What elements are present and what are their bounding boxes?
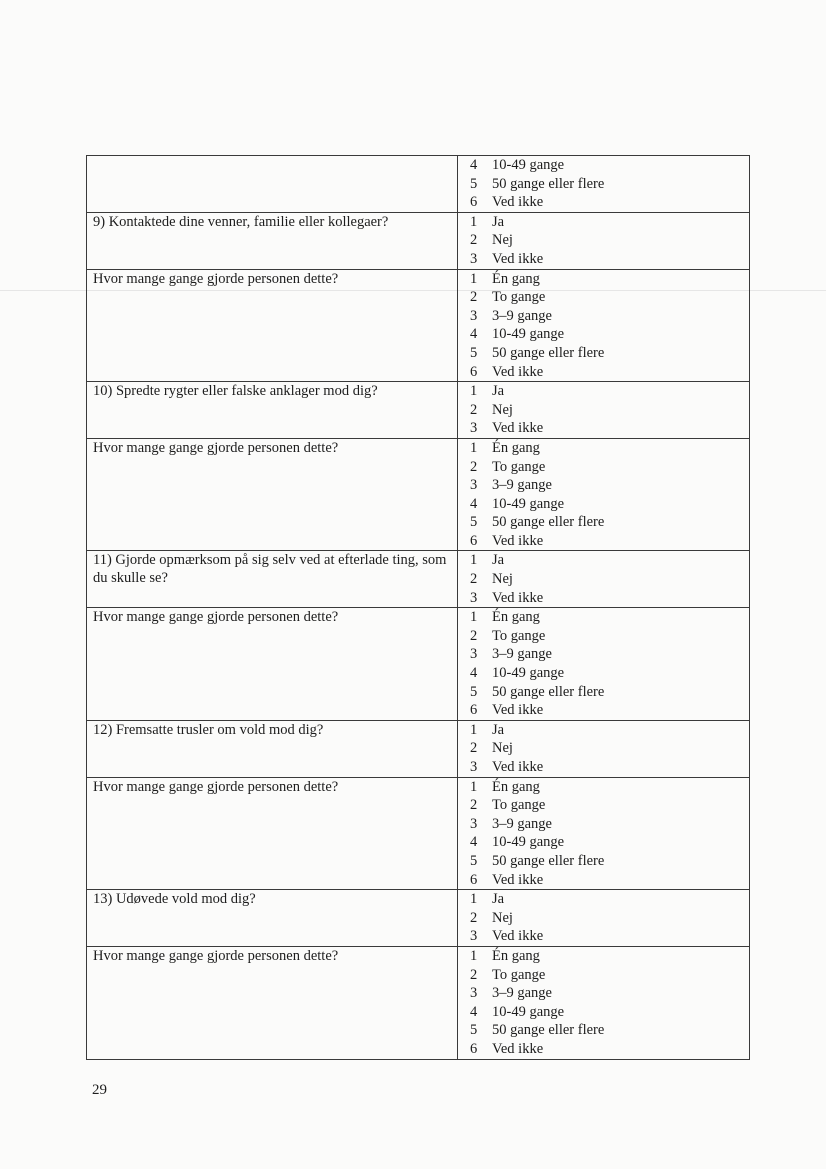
option-number: 2: [470, 627, 478, 644]
option-label: Ved ikke: [492, 871, 544, 888]
option-label: Nej: [492, 401, 513, 418]
question-row: [87, 438, 750, 551]
option-number: 6: [470, 871, 478, 888]
answer-option: [470, 947, 749, 966]
answer-options: [458, 946, 750, 1059]
option-label: To gange: [492, 966, 546, 983]
option-label: To gange: [492, 458, 546, 475]
answer-option: [470, 439, 749, 458]
option-label: 3–9 gange: [492, 307, 552, 324]
option-number: 1: [470, 947, 478, 964]
answer-option: [470, 852, 749, 871]
option-label: Én gang: [492, 778, 540, 795]
question-row: [87, 890, 750, 947]
option-number: 2: [470, 797, 478, 814]
option-number: 1: [470, 439, 478, 456]
option-label: 10-49 gange: [492, 1003, 565, 1020]
option-label: 50 gange eller flere: [492, 175, 605, 192]
option-number: 6: [470, 532, 478, 549]
answer-option: [470, 213, 749, 232]
option-label: Nej: [492, 909, 513, 926]
question-text: Hvor mange gange gjorde personen dette?: [87, 946, 458, 1059]
option-number: 3: [470, 815, 478, 832]
question-text: Hvor mange gange gjorde personen dette?: [87, 269, 458, 382]
option-label: Nej: [492, 232, 513, 249]
answer-option: [470, 495, 749, 514]
option-label: Nej: [492, 740, 513, 757]
option-number: 5: [470, 683, 478, 700]
answer-option: [470, 551, 749, 570]
option-number: 2: [470, 909, 478, 926]
option-label: 50 gange eller flere: [492, 1022, 605, 1039]
option-label: Nej: [492, 571, 513, 588]
option-label: Én gang: [492, 609, 540, 626]
answer-option: [470, 683, 749, 702]
option-number: 4: [470, 157, 478, 173]
option-number: 2: [470, 401, 478, 418]
option-label: 50 gange eller flere: [492, 683, 605, 700]
option-number: 1: [470, 270, 478, 287]
questionnaire-table: [86, 155, 750, 1060]
question-text: 10) Spredte rygter eller falske anklager mod dig?: [87, 382, 458, 439]
question-row: [87, 269, 750, 382]
answer-options: [458, 551, 750, 608]
answer-option: [470, 927, 749, 946]
answer-options: [458, 156, 750, 213]
option-label: 3–9 gange: [492, 815, 552, 832]
answer-option: [470, 325, 749, 344]
option-label: Ved ikke: [492, 532, 544, 549]
option-number: 4: [470, 1003, 478, 1020]
answer-options: [458, 382, 750, 439]
answer-option: [470, 270, 749, 289]
answer-options: [458, 212, 750, 269]
option-label: Ja: [492, 213, 505, 230]
option-number: 2: [470, 740, 478, 757]
answer-option: [470, 476, 749, 495]
option-label: Ved ikke: [492, 928, 544, 945]
answer-option: [470, 1040, 749, 1059]
answer-options: [458, 608, 750, 721]
answer-option: [470, 664, 749, 683]
answer-option: [470, 570, 749, 589]
answer-option: [470, 871, 749, 890]
answer-option: [470, 589, 749, 608]
answer-option: [470, 645, 749, 664]
option-label: Ved ikke: [492, 589, 544, 606]
question-row: [87, 720, 750, 777]
option-label: 50 gange eller flere: [492, 344, 605, 361]
option-number: 5: [470, 852, 478, 869]
option-number: 2: [470, 571, 478, 588]
option-number: 1: [470, 552, 478, 569]
option-number: 2: [470, 289, 478, 306]
answer-options: [458, 720, 750, 777]
answer-option: [470, 307, 749, 326]
option-number: 1: [470, 213, 478, 230]
answer-options: [458, 890, 750, 947]
answer-option: [470, 608, 749, 627]
option-number: 4: [470, 326, 478, 343]
answer-options: [458, 777, 750, 890]
question-text: [87, 156, 458, 213]
option-number: 6: [470, 194, 478, 211]
answer-option: [470, 344, 749, 363]
option-label: Ja: [492, 891, 505, 908]
option-number: 3: [470, 477, 478, 494]
option-label: Én gang: [492, 947, 540, 964]
answer-option: [470, 156, 749, 175]
option-number: 6: [470, 702, 478, 719]
option-label: Ja: [492, 721, 505, 738]
answer-option: [470, 701, 749, 720]
option-label: Ved ikke: [492, 1040, 544, 1057]
option-label: Ved ikke: [492, 363, 544, 380]
option-label: 3–9 gange: [492, 477, 552, 494]
question-row: [87, 156, 750, 213]
question-row: [87, 946, 750, 1059]
option-number: 6: [470, 363, 478, 380]
option-number: 1: [470, 778, 478, 795]
page-number: 29: [92, 1082, 107, 1098]
question-text: 11) Gjorde opmærksom på sig selv ved at efterlade ting, som du skulle se?: [87, 551, 458, 608]
option-number: 3: [470, 307, 478, 324]
answer-option: [470, 758, 749, 777]
answer-option: [470, 401, 749, 420]
answer-option: [470, 909, 749, 928]
question-text: 12) Fremsatte trusler om vold mod dig?: [87, 720, 458, 777]
option-number: 4: [470, 834, 478, 851]
answer-option: [470, 458, 749, 477]
answer-option: [470, 532, 749, 551]
option-number: 2: [470, 232, 478, 249]
option-label: 10-49 gange: [492, 326, 565, 343]
option-label: 50 gange eller flere: [492, 514, 605, 531]
option-label: Ja: [492, 552, 505, 569]
option-number: 3: [470, 646, 478, 663]
option-label: Ved ikke: [492, 759, 544, 775]
question-text: Hvor mange gange gjorde personen dette?: [87, 438, 458, 551]
answer-option: [470, 890, 749, 909]
option-label: 10-49 gange: [492, 665, 565, 682]
question-text: 9) Kontaktede dine venner, familie eller kollegaer?: [87, 212, 458, 269]
answer-options: [458, 269, 750, 382]
answer-option: [470, 627, 749, 646]
option-number: 5: [470, 344, 478, 361]
option-number: 1: [470, 891, 478, 908]
option-number: 3: [470, 420, 478, 437]
option-label: To gange: [492, 289, 546, 306]
option-number: 3: [470, 928, 478, 945]
answer-option: [470, 833, 749, 852]
option-label: Ja: [492, 383, 505, 400]
answer-option: [470, 739, 749, 758]
question-text: 13) Udøvede vold mod dig?: [87, 890, 458, 947]
option-label: 3–9 gange: [492, 985, 552, 1002]
answer-option: [470, 815, 749, 834]
option-label: Ved ikke: [492, 194, 544, 211]
option-number: 1: [470, 609, 478, 626]
option-number: 2: [470, 966, 478, 983]
option-label: 10-49 gange: [492, 495, 565, 512]
option-number: 4: [470, 665, 478, 682]
question-row: [87, 608, 750, 721]
answer-option: [470, 175, 749, 194]
option-number: 1: [470, 721, 478, 738]
answer-option: [470, 984, 749, 1003]
answer-option: [470, 1021, 749, 1040]
answer-option: [470, 250, 749, 269]
answer-option: [470, 513, 749, 532]
answer-option: [470, 231, 749, 250]
question-row: [87, 382, 750, 439]
answer-option: [470, 382, 749, 401]
option-label: Ved ikke: [492, 420, 544, 437]
answer-option: [470, 796, 749, 815]
option-label: To gange: [492, 797, 546, 814]
option-number: 2: [470, 458, 478, 475]
option-label: Ved ikke: [492, 702, 544, 719]
option-number: 3: [470, 759, 478, 775]
answer-option: [470, 193, 749, 212]
question-row: [87, 777, 750, 890]
option-label: 10-49 gange: [492, 834, 565, 851]
option-label: 50 gange eller flere: [492, 852, 605, 869]
option-number: 1: [470, 383, 478, 400]
option-label: 10-49 gange: [492, 157, 565, 173]
option-number: 5: [470, 175, 478, 192]
option-number: 4: [470, 495, 478, 512]
answer-options: [458, 438, 750, 551]
option-number: 5: [470, 514, 478, 531]
answer-option: [470, 419, 749, 438]
option-label: Én gang: [492, 439, 540, 456]
option-label: Én gang: [492, 270, 540, 287]
question-text: Hvor mange gange gjorde personen dette?: [87, 777, 458, 890]
answer-option: [470, 288, 749, 307]
question-row: [87, 551, 750, 608]
answer-option: [470, 778, 749, 797]
option-number: 3: [470, 589, 478, 606]
answer-option: [470, 721, 749, 740]
answer-option: [470, 363, 749, 382]
answer-option: [470, 1003, 749, 1022]
question-row: [87, 212, 750, 269]
option-label: 3–9 gange: [492, 646, 552, 663]
option-label: Ved ikke: [492, 250, 544, 267]
option-number: 5: [470, 1022, 478, 1039]
option-number: 3: [470, 250, 478, 267]
option-label: To gange: [492, 627, 546, 644]
option-number: 6: [470, 1040, 478, 1057]
option-number: 3: [470, 985, 478, 1002]
question-text: Hvor mange gange gjorde personen dette?: [87, 608, 458, 721]
questionnaire-body: [87, 156, 750, 1060]
answer-option: [470, 966, 749, 985]
